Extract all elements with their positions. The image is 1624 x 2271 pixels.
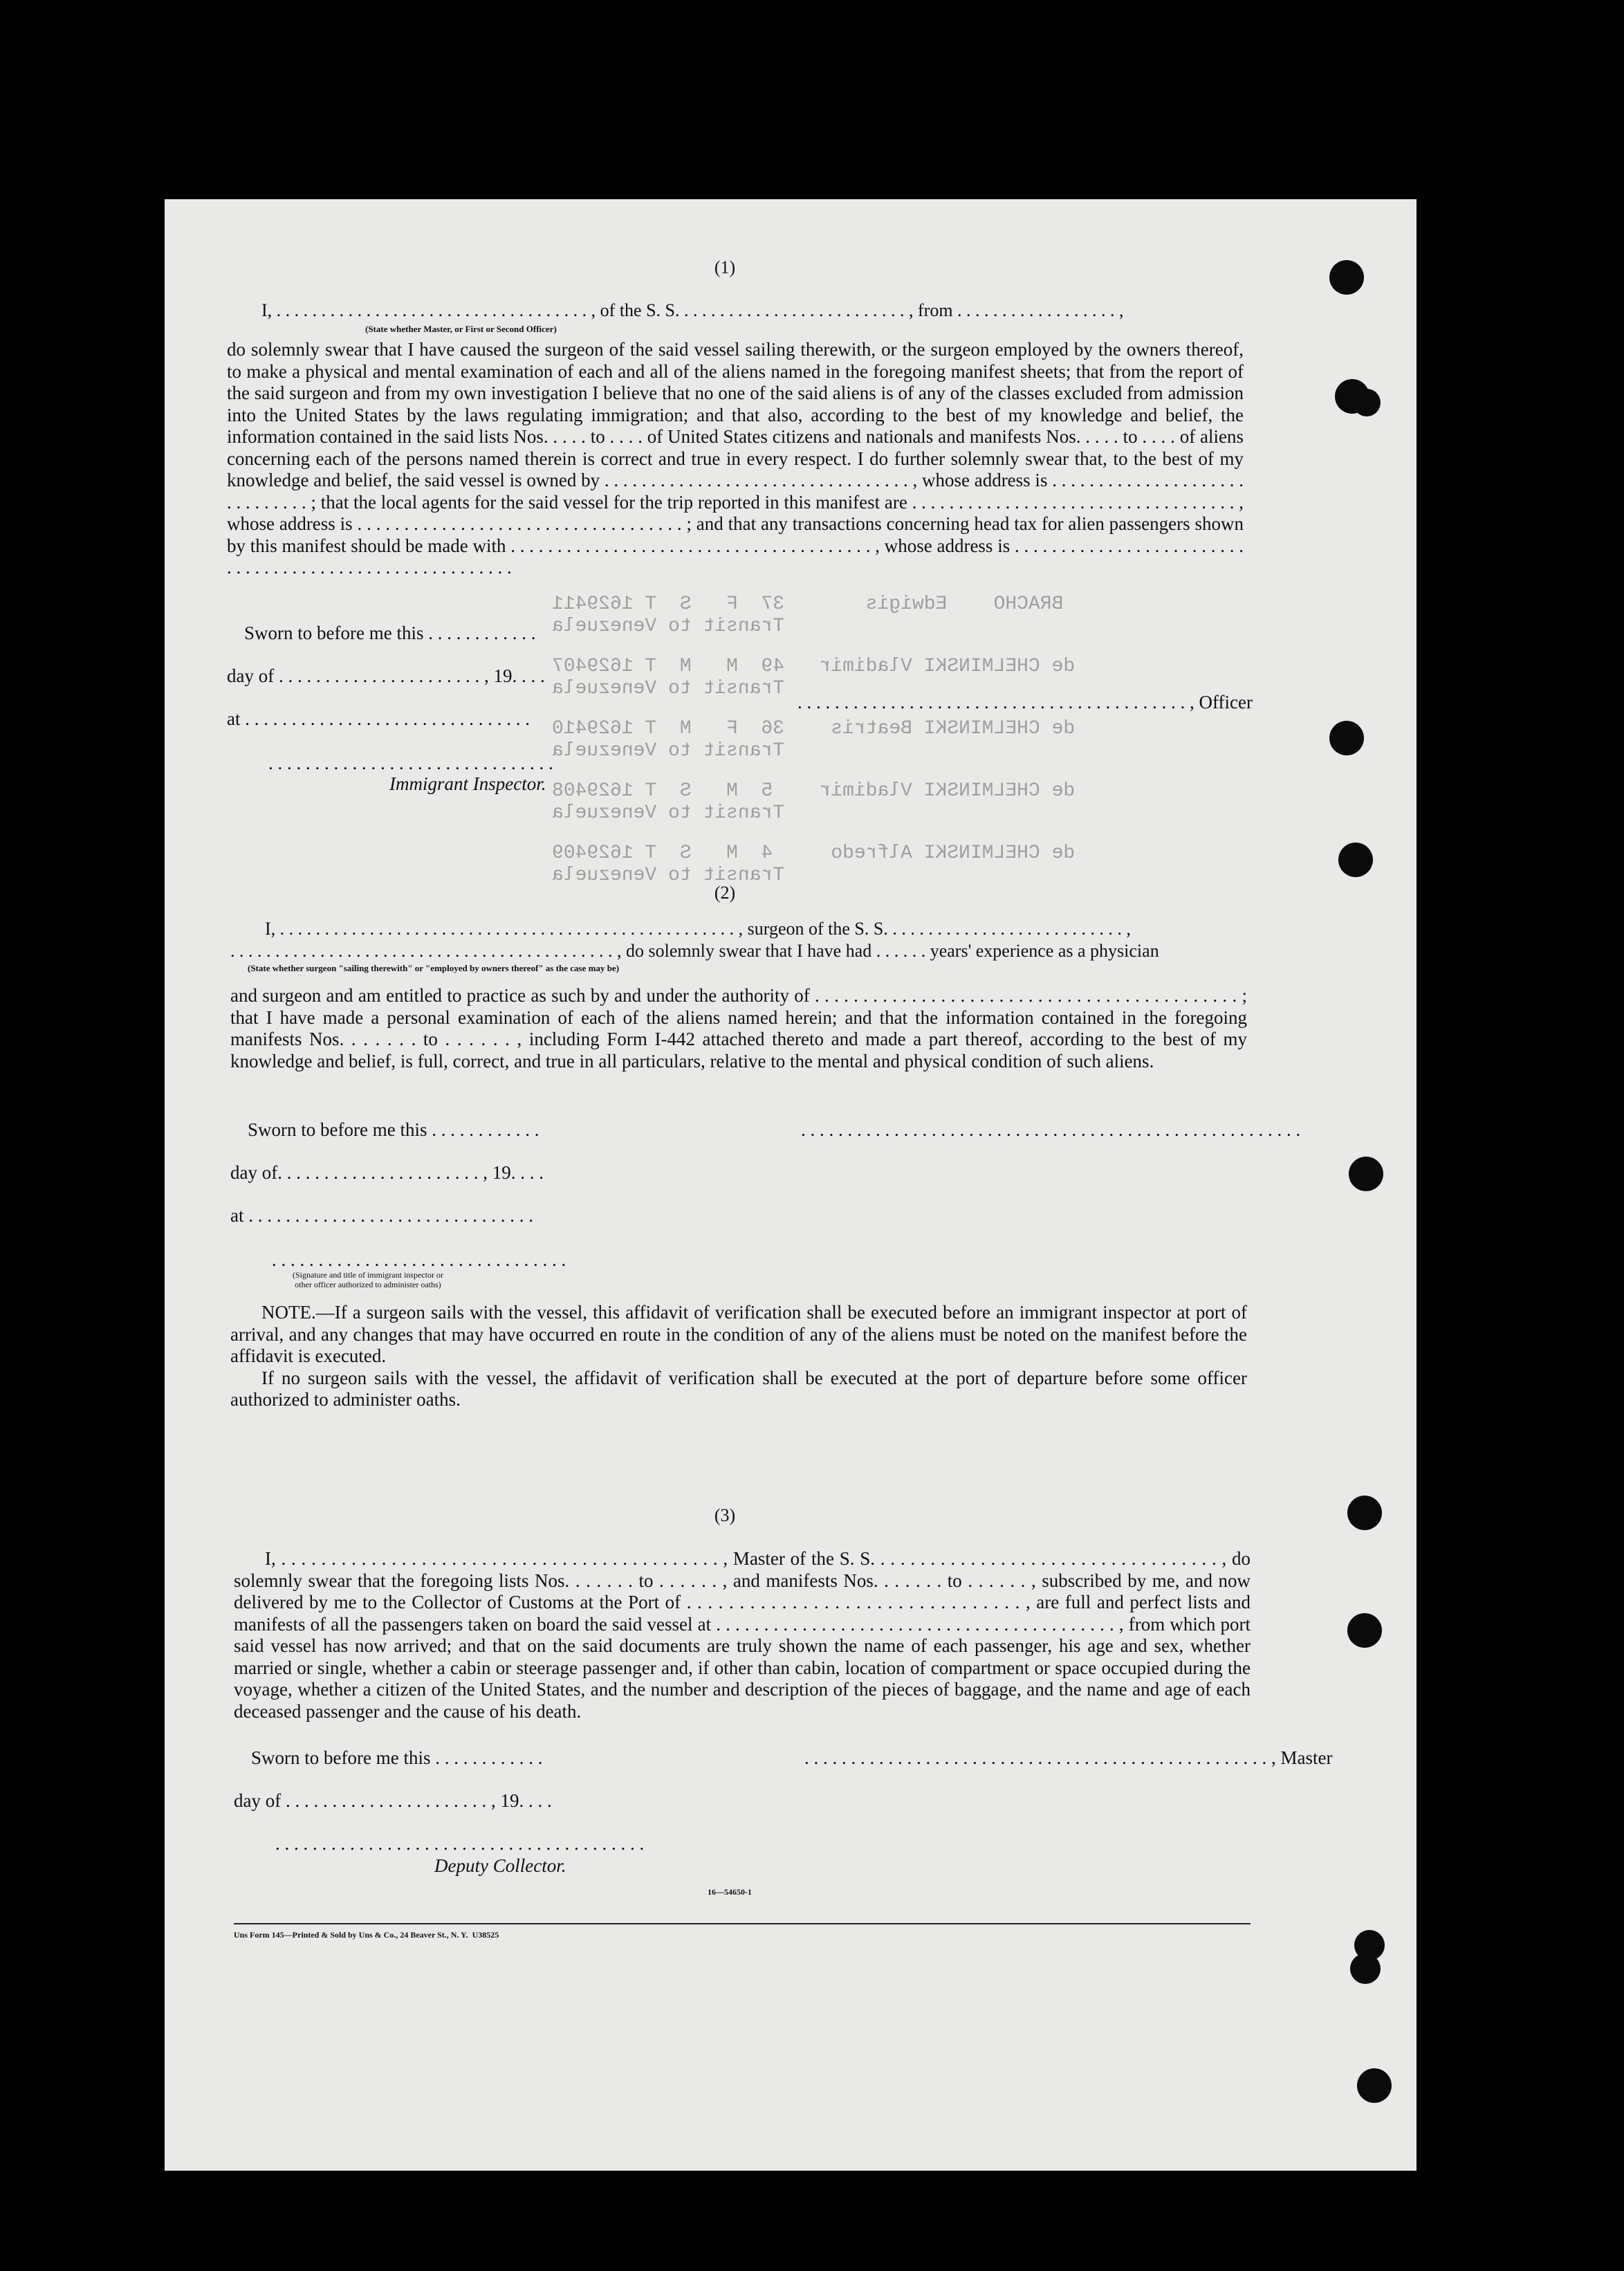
bleed-through-line: de CHELMINSKI Beatris 36 F M T 1629410	[552, 718, 1076, 739]
section-1-signature-line: . . . . . . . . . . . . . . . . . . . . . . . . . . . . . . .	[268, 753, 553, 773]
section-2-signature-note: (Signature and title of immigrant inspector or other officer authorized to administer oaths)	[293, 1270, 443, 1289]
section-2-signature-line: . . . . . . . . . . . . . . . . . . . . . . . . . . . . . . . .	[272, 1249, 566, 1270]
section-1-sworn: Sworn to before me this . . . . . . . . . . . .	[244, 623, 536, 643]
section-3-paragraph: I, . . . . . . . . . . . . . . . . . . . . . . . . . . . . . . . . . . . . . . . . . . . . , Master of the S. S. . . . . . . . . . . . . . . . . . . . . . . . . . . . . . . . . . . , do solemnly swear that the foregoing lists Nos. . . . . . . to . . . . . . , and manifests Nos. . . . . . . to . . . . . . , subscribed by me, and now delivered by me to the Collector of Customs at the Port of . . . . . . . . . . . . . . . . . . . . . . . . . . . . . . . . , are full and perfect lists and manifests of all the passengers taken on board the said vessel at . . . . . . . . . . . . . . . . . . . . . . . . . . . . . . . . . . . . . . . . . . , from which port said vessel has now arrived; and that on the said documents are truly shown the name of each passenger, his age and sex, whether married or single, whether a cabin or steerage passenger and, if other than cabin, location of compartment or space occupied during the voyage, whether a citizen of the United States, and the number and description of the pieces of baggage, and the name and age of each deceased passenger and the cause of his death.	[234, 1548, 1251, 1722]
manifest-page	[165, 199, 1417, 2171]
section-3-number: (3)	[714, 1505, 736, 1525]
section-3-sworn: Sworn to before me this . . . . . . . . . . . .	[251, 1747, 543, 1768]
section-2-paragraph: and surgeon and am entitled to practice as such by and under the authority of . . . . . . . . . . . . . . . . . . . . . . . . . . . . . . . . . . . . . . . . . . . . ; that I have made a personal examination of each of the aliens named herein; and that the information contained in the foregoing manifests Nos. . . . . . . to . . . . . . , including Form I-442 attached thereto and made a part thereof, according to the best of my knowledge and belief, is full, correct, and true in all particulars, relative to the mental and physical condition of such aliens.	[230, 985, 1247, 1072]
form-number: 16—54650-1	[708, 1887, 752, 1897]
section-1-day: day of . . . . . . . . . . . . . . . . . . . . . . , 19. . . .	[227, 665, 545, 686]
punch-hole	[1347, 1496, 1382, 1530]
officer-signature-line: . . . . . . . . . . . . . . . . . . . . . . . . . . . . . . . . . . . . . . . . . . , Officer	[797, 692, 1253, 712]
section-1-body	[227, 339, 1244, 579]
section-2-sworn: Sworn to before me this . . . . . . . . . . . .	[248, 1119, 539, 1140]
punch-hole	[1329, 721, 1364, 755]
bottom-rule	[234, 1923, 1251, 1924]
section-2-line-1: I, . . . . . . . . . . . . . . . . . . . . . . . . . . . . . . . . . . . . . . . . . . . . . . . . . . . , surgeon of the S. S. . . . . . . . . . . . . . . . . . . . . . . . . . . ,	[265, 919, 1131, 939]
punch-hole	[1350, 1953, 1381, 1984]
section-3-day: day of . . . . . . . . . . . . . . . . . . . . . . , 19. . . .	[234, 1790, 552, 1811]
immigrant-inspector-label: Immigrant Inspector.	[389, 773, 546, 794]
bleed-through-line: Transit to Venezuela	[552, 802, 785, 824]
section-2-body	[230, 985, 1247, 1072]
section-2-at: at . . . . . . . . . . . . . . . . . . . . . . . . . . . . . . .	[230, 1205, 533, 1226]
note-paragraph-1: NOTE.—If a surgeon sails with the vessel, this affidavit of verification shall be executed before an immigrant inspector at port of arrival, and any changes that may have occurred en route in the condition of any of the aliens must be noted on the manifest before the affidavit is executed.	[230, 1302, 1247, 1366]
section-1-at: at . . . . . . . . . . . . . . . . . . . . . . . . . . . . . . .	[227, 708, 530, 729]
note-block	[230, 1302, 1247, 1411]
bleed-through-line: de CHELMINSKI Vladimir 49 M M T 1629407	[552, 656, 1076, 677]
bleed-through-line: Transit to Venezuela	[552, 865, 785, 886]
master-signature-line: . . . . . . . . . . . . . . . . . . . . . . . . . . . . . . . . . . . . . . . . . . . . . . . . . . , Master	[804, 1747, 1333, 1768]
bleed-through-line: Transit to Venezuela	[552, 616, 785, 637]
section-2-day: day of. . . . . . . . . . . . . . . . . . . . . . , 19. . . .	[230, 1162, 544, 1183]
punch-hole	[1347, 1613, 1382, 1648]
punch-hole	[1353, 389, 1381, 416]
punch-hole	[1329, 260, 1364, 295]
deputy-collector-label: Deputy Collector.	[434, 1855, 566, 1876]
bleed-through-line: BRACHO Edwigis 37 F S T 1629411	[552, 594, 1064, 615]
section-2-line-2: . . . . . . . . . . . . . . . . . . . . . . . . . . . . . . . . . . . . . . . . . . . , do solemnly swear that I have had . . . . . . years' experience as a physician	[230, 941, 1159, 961]
bleed-through-line: de CHELMINSKI Alfredo 4 M S T 1629409	[552, 843, 1076, 864]
section-2-line-2-note: (State whether surgeon "sailing therewith" or "employed by owners thereof" as the case may be)	[248, 963, 620, 973]
section-1-first-line: I, . . . . . . . . . . . . . . . . . . . . . . . . . . . . . . . . . . . , of the S. S. . . . . . . . . . . . . . . . . . . . . . . . . . , from . . . . . . . . . . . . . . . . . . ,	[261, 300, 1124, 320]
bleed-through-line: de CHELMINSKI Vladimir 5 M S T 1629408	[552, 780, 1076, 802]
bleed-through-line: Transit to Venezuela	[552, 740, 785, 762]
section-1-number: (1)	[714, 257, 736, 277]
section-2-number: (2)	[714, 883, 736, 903]
printer-imprint: Uns Form 145—Printed & Sold by Uns & Co., 24 Beaver St., N. Y. U38525	[234, 1930, 499, 1940]
section-1-paragraph: do solemnly swear that I have caused the surgeon of the said vessel sailing therewith, or the surgeon employed by the owners thereof, to make a physical and mental examination of each and all of the aliens named in the foregoing manifest sheets; that from the report of the said surgeon and from my own investigation I believe that no one of the said aliens is of any of the classes excluded from admission into the United States by the laws regulating immigration; and that also, according to the best of my knowledge and belief, the information contained in the said lists Nos. . . . . to . . . . of United States citizens and nationals and manifests Nos. . . . . to . . . . of aliens concerning each of the persons named therein is correct and true in every respect. I do further solemnly swear that, to the best of my knowledge and belief, the said vessel is owned by . . . . . . . . . . . . . . . . . . . . . . . . . . . . . . . . . , whose address is . . . . . . . . . . . . . . . . . . . . . . . . . . . . . . ; that the local agents for the said vessel for the trip reported in this manifest are . . . . . . . . . . . . . . . . . . . . . . . . . . . . . . . . . . . , whose address is . . . . . . . . . . . . . . . . . . . . . . . . . . . . . . . . . . . ; and that any transactions concerning head tax for alien passengers shown by this manifest should be made with . . . . . . . . . . . . . . . . . . . . . . . . . . . . . . . . . . . . . . . , whose address is . . . . . . . . . . . . . . . . . . . . . . . . . . . . . . . . . . . . . . . . . . . . . . . . . . . . . . . .	[227, 339, 1244, 578]
punch-hole	[1357, 2068, 1392, 2103]
punch-hole	[1338, 843, 1373, 877]
section-3-signature-line: . . . . . . . . . . . . . . . . . . . . . . . . . . . . . . . . . . . . . . . .	[275, 1833, 645, 1854]
note-paragraph-2: If no surgeon sails with the vessel, the affidavit of verification shall be executed at the port of departure before some officer authorized to administer oaths.	[230, 1367, 1247, 1410]
section-3-body	[234, 1548, 1251, 1722]
section-1-first-line-note: (State whether Master, or First or Second Officer)	[365, 324, 557, 334]
surgeon-signature-line: . . . . . . . . . . . . . . . . . . . . . . . . . . . . . . . . . . . . . . . . . . . . . . . . . . . . . .	[801, 1119, 1301, 1140]
bleed-through-line: Transit to Venezuela	[552, 678, 785, 699]
punch-hole	[1349, 1157, 1383, 1191]
